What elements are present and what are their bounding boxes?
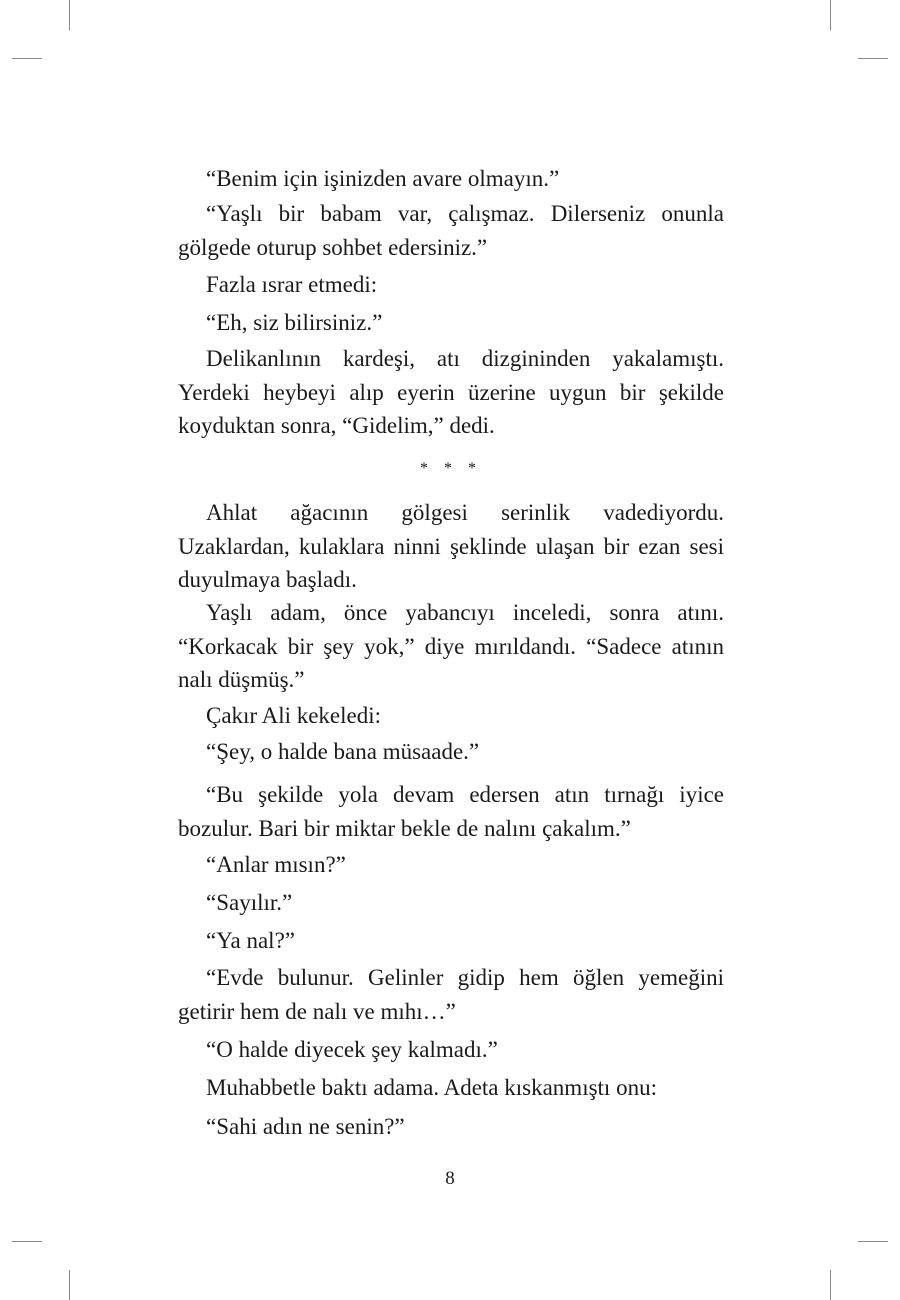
crop-mark bbox=[69, 1270, 70, 1300]
paragraph: Fazla ısrar etmedi: bbox=[206, 272, 378, 297]
paragraph: “O halde diyecek şey kalmadı.” bbox=[206, 1037, 498, 1062]
paragraph: “Ya nal?” bbox=[206, 928, 295, 953]
paragraph: “Evde bulunur. Gelinler gidip hem öğlen yemeğini getirir hem de nalı ve mıhı…” bbox=[178, 965, 724, 1024]
paragraph: Çakır Ali kekeledi: bbox=[206, 703, 382, 728]
paragraph: “Benim için işinizden avare olmayın.” bbox=[206, 166, 560, 191]
paragraph: “Sayılır.” bbox=[206, 890, 293, 915]
crop-mark bbox=[830, 1270, 831, 1300]
crop-mark bbox=[12, 58, 42, 59]
paragraph: “Anlar mısın?” bbox=[206, 852, 346, 877]
paragraph: Ahlat ağacının gölgesi serinlik vadediyordu. Uzaklardan, kulaklara ninni şeklinde ulaşan bir ezan sesi duyulmaya başladı. bbox=[178, 500, 724, 592]
crop-mark bbox=[858, 1241, 888, 1242]
crop-mark bbox=[12, 1241, 42, 1242]
page-number: 8 bbox=[445, 1168, 455, 1189]
paragraph: “Şey, o halde bana müsaade.” bbox=[206, 739, 480, 764]
paragraph: “Eh, siz bilirsiniz.” bbox=[206, 310, 383, 335]
section-separator: * * * bbox=[420, 460, 482, 477]
crop-mark bbox=[69, 0, 70, 30]
paragraph: Yaşlı adam, önce yabancıyı inceledi, sonra atını. “Korkacak bir şey yok,” diye mırıldandı. “Sadece atının nalı düşmüş.” bbox=[178, 600, 724, 692]
crop-mark bbox=[858, 58, 888, 59]
paragraph: “Bu şekilde yola devam edersen atın tırnağı iyice bozulur. Bari bir miktar bekle de nalını çakalım.” bbox=[178, 782, 724, 841]
paragraph: “Yaşlı bir babam var, çalışmaz. Dilerseniz onunla gölgede oturup sohbet edersiniz.” bbox=[178, 201, 724, 260]
paragraph: Delikanlının kardeşi, atı dizgininden yakalamıştı. Yerdeki heybeyi alıp eyerin üzerine uygun bir şekilde koyduktan sonra, “Gidelim,” dedi. bbox=[178, 346, 724, 438]
crop-mark bbox=[830, 0, 831, 30]
paragraph: “Sahi adın ne senin?” bbox=[206, 1114, 405, 1139]
paragraph: Muhabbetle baktı adama. Adeta kıskanmıştı onu: bbox=[206, 1075, 657, 1100]
